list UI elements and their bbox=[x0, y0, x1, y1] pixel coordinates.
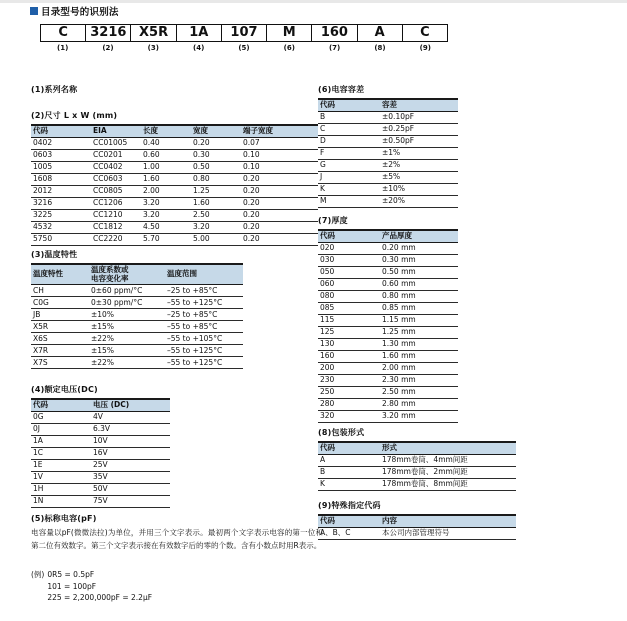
table-row bbox=[318, 242, 458, 254]
table-cell: ±20% bbox=[380, 195, 458, 207]
table-row bbox=[31, 149, 318, 161]
column-header: 宽度 bbox=[191, 125, 241, 137]
table-cell: ±0.10pF bbox=[380, 111, 458, 123]
example-line: 0R5 = 0.5pF bbox=[47, 570, 95, 579]
table-cell: ±0.25pF bbox=[380, 123, 458, 135]
column-header: 温度范围 bbox=[165, 264, 243, 285]
table-cell: –55 to +105°C bbox=[165, 333, 243, 345]
table-row bbox=[318, 135, 458, 147]
page-top-edge bbox=[0, 0, 627, 3]
table-cell: G bbox=[318, 159, 380, 171]
table-cell: 178mm卷筒、8mm间距 bbox=[380, 478, 516, 490]
table-row bbox=[318, 314, 458, 326]
table-cell: 1V bbox=[31, 471, 91, 483]
examples-label: (例) bbox=[31, 570, 45, 579]
section-heading: (9)特殊指定代码 bbox=[318, 501, 381, 510]
table-cell: 0.10 bbox=[241, 161, 318, 173]
table-row bbox=[31, 221, 318, 233]
part-number-segment: 1A bbox=[176, 25, 221, 41]
table-row bbox=[31, 321, 243, 333]
section-heading: (1)系列名称 bbox=[31, 85, 78, 94]
table-cell: K bbox=[318, 478, 380, 490]
table-cell: 2.00 mm bbox=[380, 362, 458, 374]
table-cell: 0±30 ppm/°C bbox=[89, 297, 165, 309]
column-header: 代码 bbox=[318, 442, 380, 454]
table-cell: 0.20 bbox=[241, 221, 318, 233]
table-row bbox=[318, 290, 458, 302]
table-cell: 0.60 mm bbox=[380, 278, 458, 290]
table-cell: 5.70 bbox=[141, 233, 191, 245]
table-cell: B bbox=[318, 466, 380, 478]
table-cell: 1.25 mm bbox=[380, 326, 458, 338]
table-cell: 160 bbox=[318, 350, 380, 362]
table-row bbox=[318, 183, 458, 195]
table-cell: 2.50 bbox=[191, 209, 241, 221]
table-row bbox=[31, 495, 170, 507]
table-cell: ±10% bbox=[380, 183, 458, 195]
table-row bbox=[31, 483, 170, 495]
column-header: 形式 bbox=[380, 442, 516, 454]
table-cell: J bbox=[318, 171, 380, 183]
table-row bbox=[318, 386, 458, 398]
table-cell: ±22% bbox=[89, 333, 165, 345]
table-cell: –25 to +85°C bbox=[165, 309, 243, 321]
table-cell: 50V bbox=[91, 483, 170, 495]
table-row bbox=[31, 459, 170, 471]
table-cell: CC2220 bbox=[91, 233, 141, 245]
table-cell: 35V bbox=[91, 471, 170, 483]
table-row bbox=[318, 326, 458, 338]
table-cell: ±10% bbox=[89, 309, 165, 321]
section-heading: (2)尺寸 L x W (mm) bbox=[31, 111, 118, 120]
voltage-table bbox=[31, 398, 170, 508]
table-cell: 178mm卷筒、2mm间距 bbox=[380, 466, 516, 478]
table-cell: A bbox=[318, 454, 380, 466]
tolerance-table bbox=[318, 98, 458, 208]
table-cell: 3225 bbox=[31, 209, 91, 221]
table-cell: X7R bbox=[31, 345, 89, 357]
table-row bbox=[31, 233, 318, 245]
table-cell: 0402 bbox=[31, 137, 91, 149]
table-cell: 2.50 mm bbox=[380, 386, 458, 398]
table-row bbox=[31, 423, 170, 435]
table-cell: 0.20 mm bbox=[380, 242, 458, 254]
table-row bbox=[318, 454, 516, 466]
table-cell: 0.85 mm bbox=[380, 302, 458, 314]
table-cell: 178mm卷筒、4mm间距 bbox=[380, 454, 516, 466]
table-cell: –55 to +85°C bbox=[165, 321, 243, 333]
table-row bbox=[318, 478, 516, 490]
column-header: 代码 bbox=[31, 125, 91, 137]
table-cell: 1.25 bbox=[191, 185, 241, 197]
section-capacitance-tolerance bbox=[318, 85, 458, 208]
part-number-position-label: (4) bbox=[193, 44, 205, 52]
column-header: 电压 (DC) bbox=[91, 399, 170, 411]
table-cell: –55 to +125°C bbox=[165, 357, 243, 369]
table-cell: 0.50 bbox=[191, 161, 241, 173]
table-cell: ±0.50pF bbox=[380, 135, 458, 147]
section-heading: (8)包装形式 bbox=[318, 428, 365, 437]
table-cell: 1.30 mm bbox=[380, 338, 458, 350]
example-line: 225 = 2,200,000pF = 2.2μF bbox=[47, 593, 153, 602]
table-cell: 0.30 bbox=[191, 149, 241, 161]
section-heading: (4)额定电压(DC) bbox=[31, 385, 98, 394]
table-row bbox=[318, 410, 458, 422]
table-cell: C0G bbox=[31, 297, 89, 309]
table-cell: 125 bbox=[318, 326, 380, 338]
table-cell: 0.20 bbox=[241, 173, 318, 185]
table-cell: 1E bbox=[31, 459, 91, 471]
spec-table bbox=[318, 98, 458, 208]
table-row bbox=[318, 338, 458, 350]
special-code-table bbox=[318, 514, 516, 540]
table-cell: 020 bbox=[318, 242, 380, 254]
spec-table bbox=[318, 229, 458, 423]
table-cell: 080 bbox=[318, 290, 380, 302]
capacitance-examples bbox=[31, 569, 323, 604]
table-cell: 050 bbox=[318, 266, 380, 278]
column-header: 容差 bbox=[380, 99, 458, 111]
part-number-segment: 107 bbox=[221, 25, 266, 41]
table-cell: 4532 bbox=[31, 221, 91, 233]
part-number-position-label: (8) bbox=[374, 44, 386, 52]
table-cell: 115 bbox=[318, 314, 380, 326]
table-cell: 75V bbox=[91, 495, 170, 507]
part-number-codes-row bbox=[40, 24, 448, 42]
table-cell: M bbox=[318, 195, 380, 207]
table-cell: 1A bbox=[31, 435, 91, 447]
table-row bbox=[318, 123, 458, 135]
table-cell: C bbox=[318, 123, 380, 135]
table-row bbox=[31, 297, 243, 309]
table-cell: 1.15 mm bbox=[380, 314, 458, 326]
table-row bbox=[318, 147, 458, 159]
table-row bbox=[31, 411, 170, 423]
table-cell: 5750 bbox=[31, 233, 91, 245]
table-cell: F bbox=[318, 147, 380, 159]
table-row bbox=[318, 527, 516, 539]
table-cell: 5.00 bbox=[191, 233, 241, 245]
table-row bbox=[318, 266, 458, 278]
section-dimensions bbox=[31, 111, 318, 246]
table-cell: 060 bbox=[318, 278, 380, 290]
part-number-position-labels-row bbox=[40, 44, 448, 52]
table-cell: 130 bbox=[318, 338, 380, 350]
table-row bbox=[318, 254, 458, 266]
table-cell: 0.10 bbox=[241, 149, 318, 161]
table-row bbox=[318, 374, 458, 386]
column-header: 代码 bbox=[318, 99, 380, 111]
table-cell: 10V bbox=[91, 435, 170, 447]
table-cell: 1H bbox=[31, 483, 91, 495]
part-number-position-label: (9) bbox=[419, 44, 431, 52]
table-cell: 4V bbox=[91, 411, 170, 423]
section-heading: (6)电容容差 bbox=[318, 85, 365, 94]
table-cell: 320 bbox=[318, 410, 380, 422]
part-number-segment: M bbox=[266, 25, 311, 41]
table-cell: 0.80 bbox=[191, 173, 241, 185]
table-cell: 1.60 bbox=[191, 197, 241, 209]
table-cell: CC0201 bbox=[91, 149, 141, 161]
table-cell: 0.20 bbox=[241, 185, 318, 197]
table-cell: 1C bbox=[31, 447, 91, 459]
table-cell: 0.20 bbox=[191, 137, 241, 149]
column-header: 产品厚度 bbox=[380, 230, 458, 242]
table-cell: 1N bbox=[31, 495, 91, 507]
table-cell: ±5% bbox=[380, 171, 458, 183]
table-row bbox=[31, 333, 243, 345]
table-cell: 本公司内部管理符号 bbox=[380, 527, 516, 539]
page-title bbox=[30, 4, 119, 18]
table-row bbox=[31, 137, 318, 149]
table-cell: CC1206 bbox=[91, 197, 141, 209]
table-cell: ±22% bbox=[89, 357, 165, 369]
section-rated-voltage bbox=[31, 385, 170, 508]
table-row bbox=[31, 209, 318, 221]
table-cell: 3.20 bbox=[141, 209, 191, 221]
table-row bbox=[318, 171, 458, 183]
part-number-segment: X5R bbox=[130, 25, 175, 41]
table-cell: 4.50 bbox=[141, 221, 191, 233]
section-heading: (7)厚度 bbox=[318, 216, 348, 225]
table-row bbox=[31, 285, 243, 297]
table-cell: 0.60 bbox=[141, 149, 191, 161]
table-cell: 1.60 bbox=[141, 173, 191, 185]
table-cell: 0.20 bbox=[241, 209, 318, 221]
thickness-table bbox=[318, 229, 458, 423]
table-cell: –55 to +125°C bbox=[165, 345, 243, 357]
table-cell: 1608 bbox=[31, 173, 91, 185]
table-cell: 085 bbox=[318, 302, 380, 314]
table-cell: 0.07 bbox=[241, 137, 318, 149]
table-row bbox=[31, 309, 243, 321]
table-row bbox=[31, 173, 318, 185]
table-cell: 3216 bbox=[31, 197, 91, 209]
part-number-segment: 3216 bbox=[85, 25, 130, 41]
table-cell: 280 bbox=[318, 398, 380, 410]
table-cell: CC1210 bbox=[91, 209, 141, 221]
example-line: 101 = 100pF bbox=[47, 581, 97, 591]
table-row bbox=[318, 362, 458, 374]
table-cell: 1005 bbox=[31, 161, 91, 173]
table-cell: 0603 bbox=[31, 149, 91, 161]
capacitance-description: 电容量以pF(微微法拉)为单位，并用三个文字表示。最初两个文字表示电容的第一位和第二位有效数字。第三个文字表示接在有效数字后的零的个数。含有小数点时用R表示。 bbox=[31, 528, 323, 550]
part-number-segment: C bbox=[40, 25, 85, 41]
part-number-segment: 160 bbox=[311, 25, 356, 41]
part-number-position-label: (3) bbox=[147, 44, 159, 52]
table-row bbox=[318, 398, 458, 410]
spec-table bbox=[31, 124, 318, 246]
table-cell: 1.00 bbox=[141, 161, 191, 173]
table-cell: 2.30 mm bbox=[380, 374, 458, 386]
table-cell: 0.80 mm bbox=[380, 290, 458, 302]
table-cell: CC0805 bbox=[91, 185, 141, 197]
table-cell: 230 bbox=[318, 374, 380, 386]
spec-table bbox=[31, 398, 170, 508]
part-number-position-label: (7) bbox=[328, 44, 341, 52]
section-series-name bbox=[31, 85, 318, 98]
table-cell: CC1812 bbox=[91, 221, 141, 233]
table-cell: 0J bbox=[31, 423, 91, 435]
table-cell: 3.20 bbox=[141, 197, 191, 209]
table-cell: 6.3V bbox=[91, 423, 170, 435]
table-cell: 250 bbox=[318, 386, 380, 398]
table-cell: CC0603 bbox=[91, 173, 141, 185]
table-cell: 16V bbox=[91, 447, 170, 459]
table-cell: 0.40 bbox=[141, 137, 191, 149]
table-row bbox=[318, 111, 458, 123]
table-cell: 0.20 bbox=[241, 197, 318, 209]
table-cell: 0.50 mm bbox=[380, 266, 458, 278]
table-cell: ±1% bbox=[380, 147, 458, 159]
part-number-position-label: (6) bbox=[283, 44, 295, 52]
column-header: 端子宽度 bbox=[241, 125, 318, 137]
table-cell: –55 to +125°C bbox=[165, 297, 243, 309]
title-square-bullet-icon bbox=[30, 7, 38, 15]
table-cell: 0.20 bbox=[241, 233, 318, 245]
table-row bbox=[31, 447, 170, 459]
part-number-position-label: (5) bbox=[238, 44, 250, 52]
section-heading: (3)温度特性 bbox=[31, 250, 78, 259]
spec-table bbox=[31, 263, 243, 369]
table-cell: 0±60 ppm/°C bbox=[89, 285, 165, 297]
section-special-code bbox=[318, 501, 516, 540]
table-row bbox=[31, 197, 318, 209]
table-cell: ±15% bbox=[89, 321, 165, 333]
table-row bbox=[318, 195, 458, 207]
column-header: 温度特性 bbox=[31, 264, 89, 285]
table-row bbox=[318, 350, 458, 362]
temperature-table bbox=[31, 263, 243, 369]
column-header: 代码 bbox=[318, 230, 380, 242]
table-row bbox=[318, 159, 458, 171]
column-header: 代码 bbox=[318, 515, 380, 527]
table-cell: ±2% bbox=[380, 159, 458, 171]
table-cell: 1.60 mm bbox=[380, 350, 458, 362]
table-cell: A、B、C bbox=[318, 527, 380, 539]
dimensions-table bbox=[31, 124, 318, 246]
section-nominal-capacitance bbox=[31, 514, 323, 604]
table-row bbox=[31, 345, 243, 357]
table-cell: K bbox=[318, 183, 380, 195]
table-cell: 2.00 bbox=[141, 185, 191, 197]
part-number-segment: C bbox=[402, 25, 448, 41]
table-cell: 2.80 mm bbox=[380, 398, 458, 410]
section-temperature-characteristics bbox=[31, 250, 243, 369]
column-header: 长度 bbox=[141, 125, 191, 137]
column-header: 代码 bbox=[31, 399, 91, 411]
table-cell: D bbox=[318, 135, 380, 147]
column-header: EIA bbox=[91, 125, 141, 137]
table-cell: B bbox=[318, 111, 380, 123]
table-row bbox=[31, 471, 170, 483]
table-cell: X7S bbox=[31, 357, 89, 369]
table-cell: 0G bbox=[31, 411, 91, 423]
packaging-table bbox=[318, 441, 516, 491]
table-cell: X5R bbox=[31, 321, 89, 333]
table-cell: ±15% bbox=[89, 345, 165, 357]
table-cell: 0.30 mm bbox=[380, 254, 458, 266]
section-packaging bbox=[318, 428, 516, 491]
examples-lines bbox=[47, 569, 323, 604]
section-heading: (5)标称电容(pF) bbox=[31, 514, 97, 523]
spec-table bbox=[318, 441, 516, 491]
section-thickness bbox=[318, 216, 458, 423]
part-number-segment: A bbox=[357, 25, 402, 41]
table-cell: 030 bbox=[318, 254, 380, 266]
table-row bbox=[31, 185, 318, 197]
table-row bbox=[318, 302, 458, 314]
table-row bbox=[31, 435, 170, 447]
table-cell: CC0402 bbox=[91, 161, 141, 173]
part-number-position-label: (2) bbox=[102, 44, 114, 52]
table-row bbox=[31, 161, 318, 173]
table-cell: JB bbox=[31, 309, 89, 321]
page-title-text: 目录型号的识别法 bbox=[41, 7, 119, 18]
table-row bbox=[318, 466, 516, 478]
table-cell: 25V bbox=[91, 459, 170, 471]
spec-table bbox=[318, 514, 516, 540]
table-cell: CH bbox=[31, 285, 89, 297]
table-cell: 3.20 mm bbox=[380, 410, 458, 422]
table-cell: 2012 bbox=[31, 185, 91, 197]
table-cell: 3.20 bbox=[191, 221, 241, 233]
table-cell: 200 bbox=[318, 362, 380, 374]
table-cell: –25 to +85°C bbox=[165, 285, 243, 297]
column-header: 内容 bbox=[380, 515, 516, 527]
column-header: 温度系数或 电容变化率 bbox=[89, 264, 165, 285]
table-row bbox=[31, 357, 243, 369]
table-row bbox=[318, 278, 458, 290]
part-number-position-label: (1) bbox=[57, 44, 69, 52]
table-cell: X6S bbox=[31, 333, 89, 345]
table-cell: CC01005 bbox=[91, 137, 141, 149]
part-number-diagram bbox=[40, 24, 448, 52]
